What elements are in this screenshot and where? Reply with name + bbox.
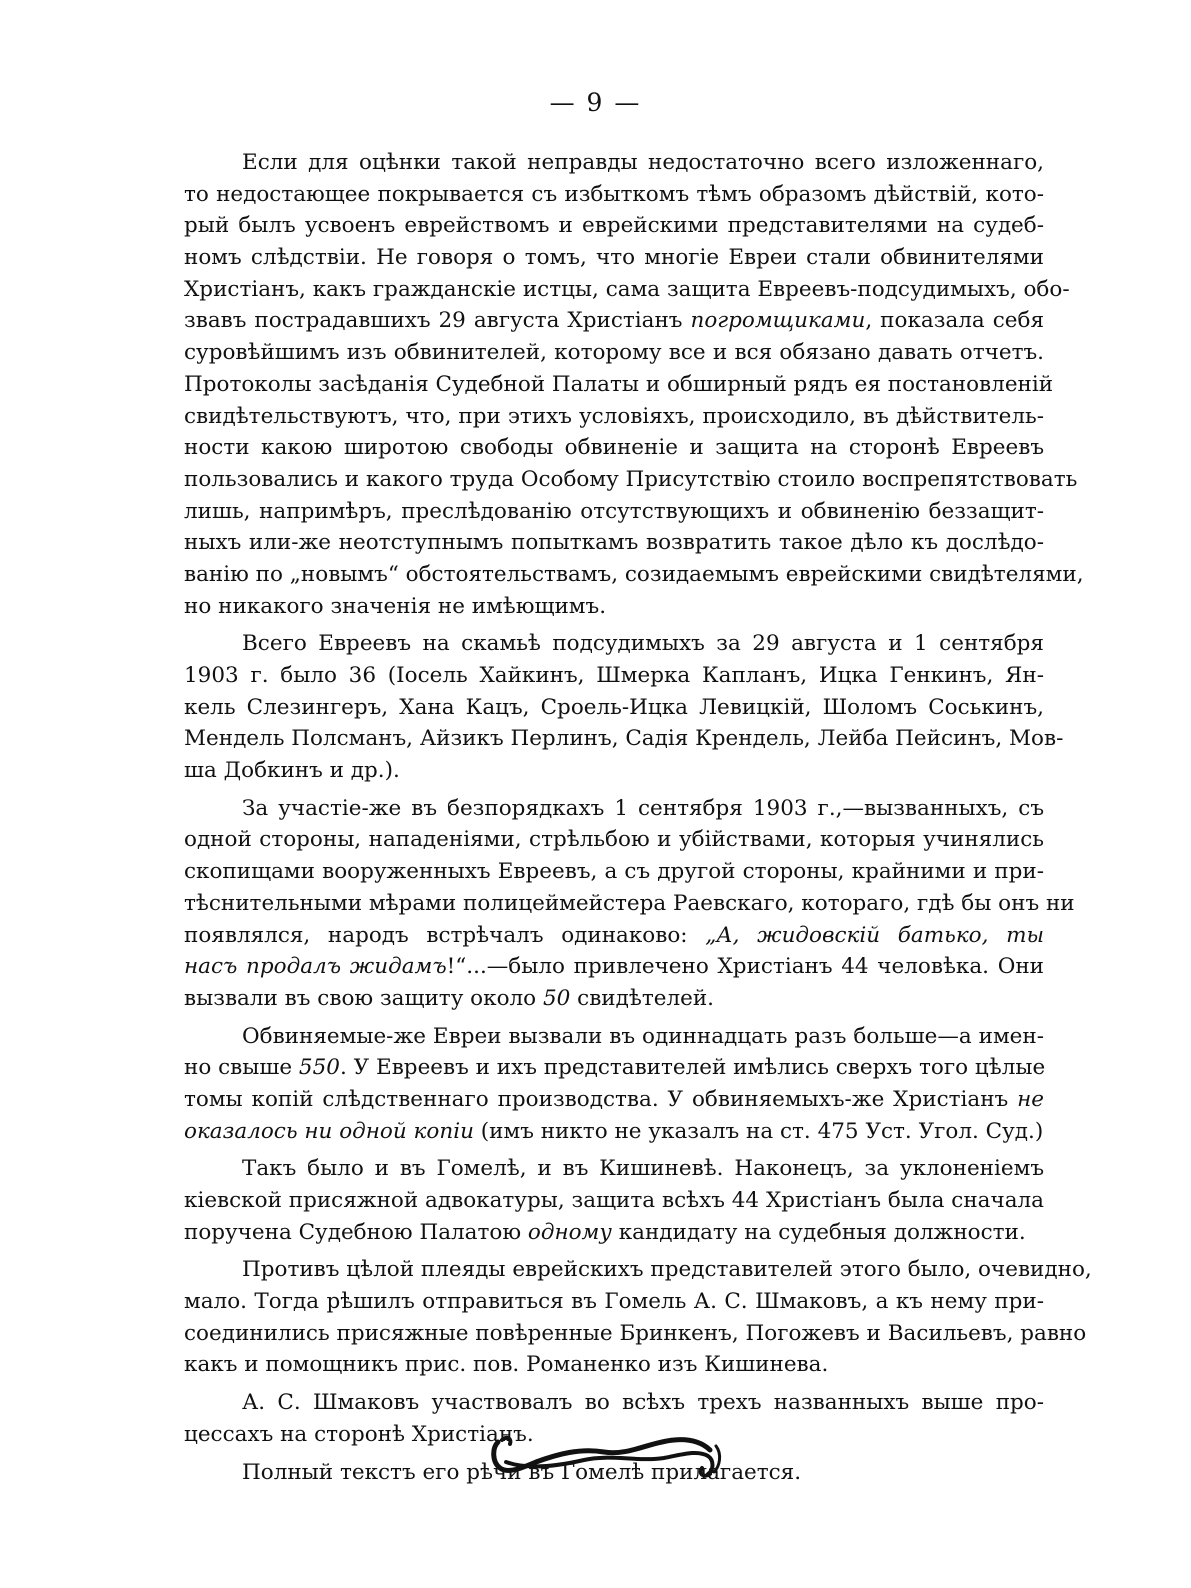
text-segment: ныхъ или-же неотступнымъ попыткамъ возвратить такое дѣло къ дослѣдо- [184,530,1044,556]
text-segment: то недостающее покрывается съ избыткомъ тѣмъ образомъ дѣйствій, кото- [184,181,1044,207]
text-segment: кіевской присяжной адвокатуры, защита всѣхъ 44 Христіанъ была сначала [184,1188,1044,1213]
italic-text: насъ продалъ жидамъ [184,954,447,980]
text-line [184,1116,1044,1148]
text-segment: кель Слезингеръ, Хана Кацъ, Сроель-Ицка Левицкій, Шоломъ Соськинъ, [184,694,1044,720]
text-line [184,432,1044,464]
text-line [184,305,1044,337]
text-line [184,1254,1092,1286]
text-segment: но свыше [184,1055,299,1081]
text-line [184,591,1044,623]
text-segment: появлялся, народъ встрѣчалъ одинаково: [184,922,706,948]
text-segment: ванію по „новымъ“ обстоятельствамъ, созидаемымъ еврейскими свидѣтелями, [184,561,1084,587]
text-segment: , показала себя [865,308,1045,334]
text-segment: Обвиняемые-же Евреи вызвали въ одиннадцать разъ больше—а имен- [242,1023,1044,1049]
italic-text: 50 [542,985,571,1011]
text-line [184,147,1044,179]
italic-text: „А, жидовскій батько, ты [705,922,1045,948]
text-segment: Противъ цѣлой плеяды еврейскихъ представителей этого было, очевидно, [242,1257,1092,1283]
text-line [184,1387,1044,1419]
text-line [184,369,1054,401]
italic-text: погромщиками [690,308,866,334]
text-line [184,1084,1044,1116]
text-line [184,242,1044,274]
italic-text: 550 [298,1055,340,1081]
text-segment: соединились присяжные повѣренные Бринкенъ, Погожевъ и Васильевъ, равно [184,1320,1087,1346]
text-segment: лишь, напримѣръ, преслѣдованію отсутствующихъ и обвиненію беззащит- [184,498,1044,524]
text-segment: скопищами вооруженныхъ Евреевъ, а съ другой стороны, крайними и при- [184,859,1044,885]
text-line [184,1185,1044,1217]
text-segment: тѣснительными мѣрами полицеймейстера Раевскаго, котораго, гдѣ бы онъ ни [184,890,1075,916]
text-segment: но никакого значенія не имѣющимъ. [184,593,607,619]
text-line [184,951,1044,983]
italic-text: одному [527,1219,612,1245]
text-line [184,793,1044,825]
text-segment: За участіе-же въ безпорядкахъ 1 сентября 1903 г.,—вызванныхъ, съ [242,795,1044,821]
text-line [184,210,1044,242]
text-segment: . У Евреевъ и ихъ представителей имѣлись сверхъ того цѣлые [339,1055,1046,1081]
text-segment: Такъ было и въ Гомелѣ, и въ Кишиневѣ. Наконецъ, за уклоненіемъ [242,1156,1044,1182]
text-segment: поручена Судебною Палатою [184,1219,528,1245]
text-line [184,1286,1044,1318]
text-segment: одной стороны, нападеніями, стрѣльбою и убійствами, которыя учинялись [184,827,1044,853]
text-segment: А. С. Шмаковъ участвовалъ во всѣхъ трехъ названныхъ выше про- [242,1390,1044,1416]
text-line [184,1153,1044,1185]
text-segment: какъ и помощникъ прис. пов. Романенко изъ Кишинева. [184,1352,829,1378]
text-segment: томы копій слѣдственнаго производства. У обвиняемыхъ-же Христіанъ [184,1086,1018,1112]
text-line [184,888,1075,920]
text-segment: Христіанъ, какъ гражданскіе истцы, сама защита Евреевъ-подсудимыхъ, обо- [184,276,1070,302]
text-segment: мало. Тогда рѣшилъ отправиться въ Гомель А. С. Шмаковъ, а къ нему при- [184,1289,1044,1315]
text-segment: пользовались и какого труда Особому Присутствію стоило воспрепятствовать [184,466,1078,492]
text-line [184,464,1078,496]
text-segment: свидѣтелей. [570,985,714,1011]
text-line [184,856,1044,888]
text-line [184,1318,1087,1350]
text-line [184,1217,1044,1249]
text-line [184,1021,1044,1053]
text-line [184,824,1044,856]
text-line [184,1349,1044,1381]
text-segment: !“...—было привлечено Христіанъ 44 человѣка. Они [446,954,1044,980]
text-line [184,496,1044,528]
text-segment: номъ слѣдствіи. Не говоря о томъ, что многіе Евреи стали обвинителями [184,245,1044,271]
text-line [184,179,1044,211]
text-segment: Полный текстъ его рѣчи въ Гомелѣ прилагается. [242,1459,802,1485]
text-segment: Если для оцѣнки такой неправды недостаточно всего изложеннаго, [242,150,1044,175]
text-segment: Протоколы засѣданія Судебной Палаты и обширный рядъ ея постановленій [184,371,1054,397]
italic-text: оказалось ни одной копіи [184,1118,474,1144]
text-line [184,920,1044,952]
text-segment: цессахъ на сторонѣ Христіанъ. [184,1421,534,1447]
page-number: — 9 — [549,88,642,117]
text-line [184,723,1064,755]
text-line [184,274,1070,306]
text-line [184,755,1044,787]
text-line [184,1052,1044,1084]
body-text [184,147,1092,1488]
text-line [184,628,1044,660]
text-segment: (имъ никто не указалъ на ст. 475 Уст. Угол. Суд.) [473,1118,1044,1144]
text-line [184,401,1044,433]
text-segment: 1903 г. было 36 (Іосель Хайкинъ, Шмерка Капланъ, Ицка Генкинъ, Ян- [184,663,1044,688]
text-segment: ша Добкинъ и др.). [184,758,400,784]
text-line [184,660,1044,692]
text-segment: кандидату на судебныя должности. [611,1219,1026,1245]
text-segment: вызвали въ свою защиту около [184,985,543,1011]
text-segment: суровѣйшимъ изъ обвинителей, которому все и вся обязано давать отчетъ. [184,340,1044,366]
italic-text: не [1017,1086,1044,1112]
text-segment: ности какою широтою свободы обвиненіе и защита на сторонѣ Евреевъ [184,435,1044,461]
text-line [184,527,1044,559]
text-segment: звавъ пострадавшихъ 29 августа Христіанъ [184,308,691,334]
text-segment: Мендель Полсманъ, Айзикъ Перлинъ, Садія Крендель, Лейба Пейсинъ, Мов- [184,726,1064,752]
text-line [184,337,1044,369]
text-segment: Всего Евреевъ на скамьѣ подсудимыхъ за 29 августа и 1 сентября [242,631,1044,657]
text-line [184,692,1044,724]
text-line [184,983,1044,1015]
ornament-flourish-icon [488,1432,728,1480]
text-line [184,559,1084,591]
text-segment: рый былъ усвоенъ еврействомъ и еврейскими представителями на судеб- [184,213,1044,239]
text-segment: свидѣтельствуютъ, что, при этихъ условіяхъ, происходило, въ дѣйствитель- [184,403,1044,429]
